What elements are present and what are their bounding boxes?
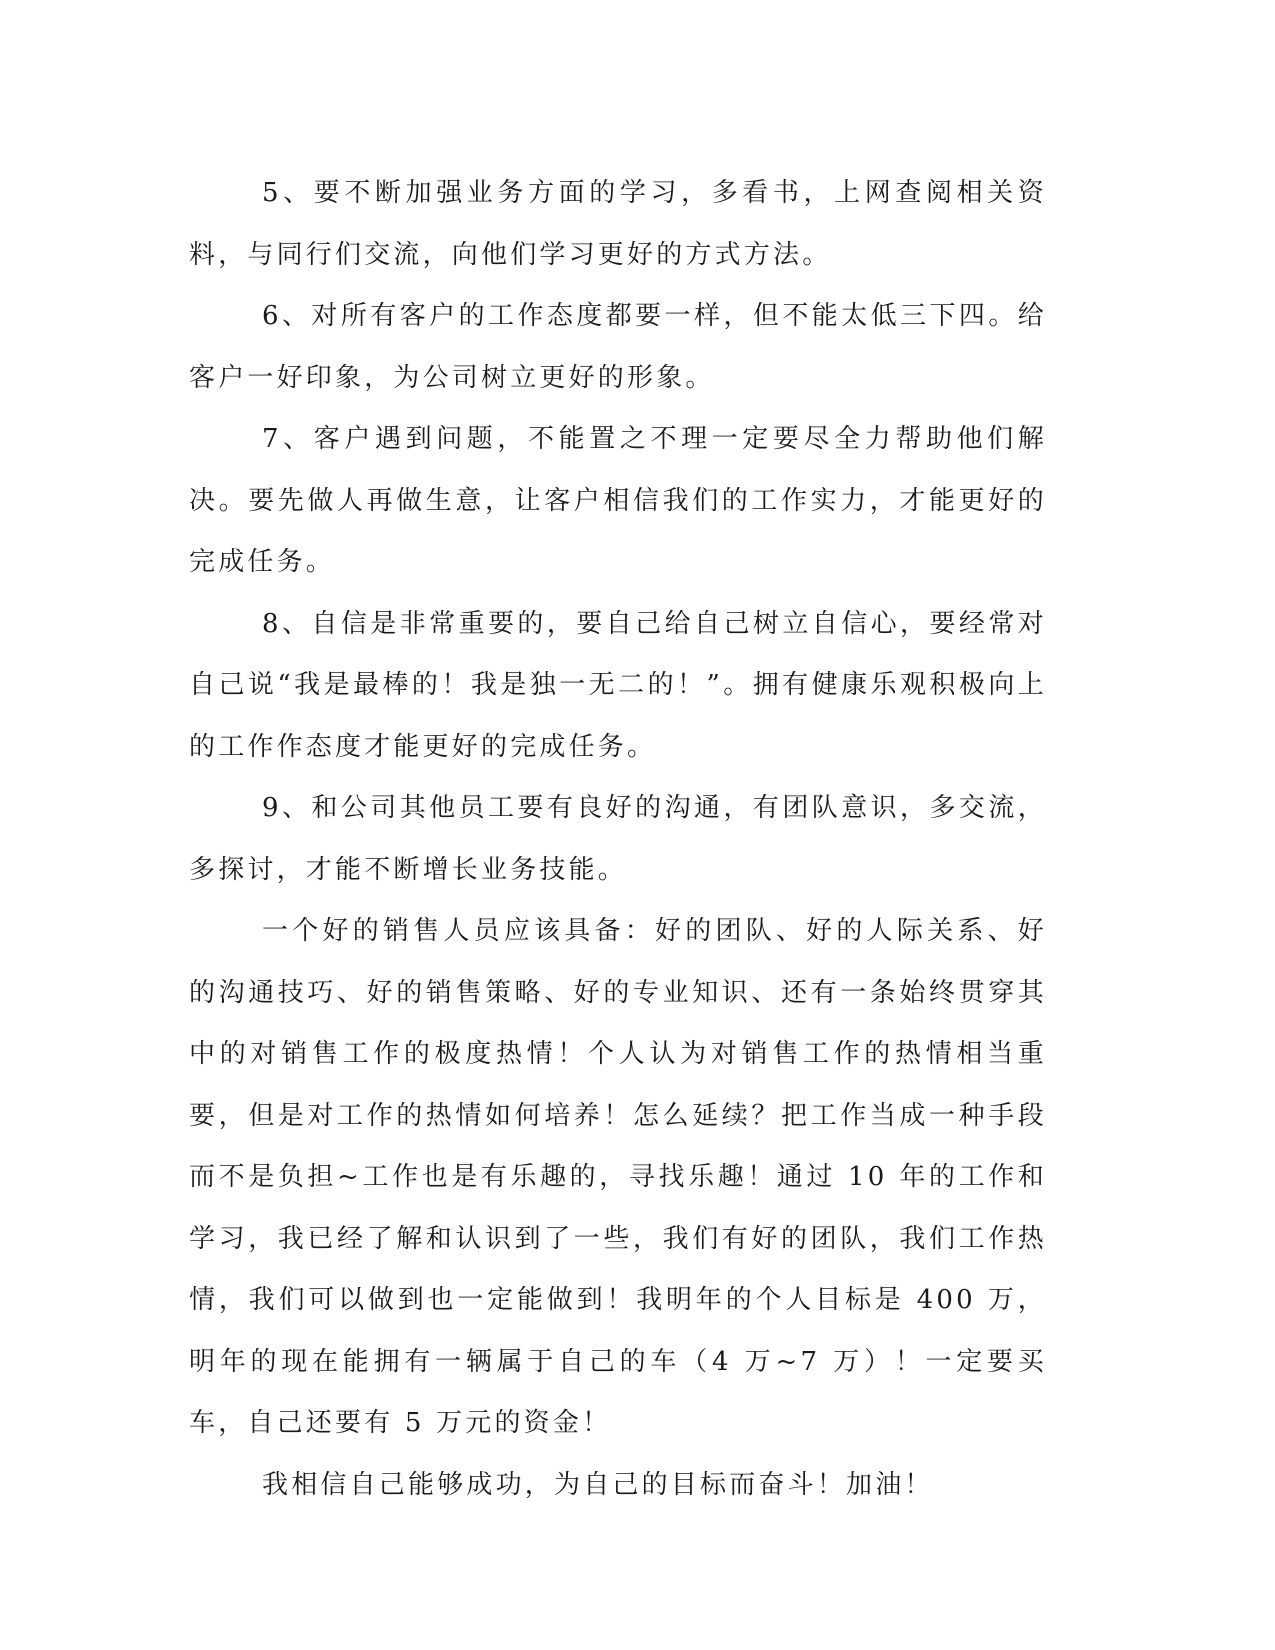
paragraph-item-5: 5、要不断加强业务方面的学习，多看书，上网查阅相关资料，与同行们交流，向他们学习更好的方式方法。 (189, 178, 1047, 270)
document-body (189, 163, 1047, 1516)
paragraph-item-9: 9、和公司其他员工要有良好的沟通，有团队意识，多交流，多探讨，才能不断增长业务技能。 (189, 793, 1047, 885)
paragraph-item-8: 8、自信是非常重要的，要自己给自己树立自信心，要经常对自己说“我是最棒的！我是独一无二的！”。拥有健康乐观积极向上的工作作态度才能更好的完成任务。 (189, 608, 1047, 762)
paragraph-item-7: 7、客户遇到问题，不能置之不理一定要尽全力帮助他们解决。要先做人再做生意，让客户相信我们的工作实力，才能更好的完成任务。 (189, 424, 1047, 577)
paragraph-closing: 我相信自己能够成功，为自己的目标而奋斗！加油！ (262, 1469, 934, 1500)
paragraph-sales-qualities: 一个好的销售人员应该具备：好的团队、好的人际关系、好的沟通技巧、好的销售策略、好的专业知识、还有一条始终贯穿其中的对销售工作的极度热情！个人认为对销售工作的热情相当重要，但是对工作的热情如何培养！怎么延续？把工作当成一种手段而不是负担~工作也是有乐趣的，寻找乐趣！通过 10 年的工作和学习，我已经了解和认识到了一些，我们有好的团队，我们工作热情，我们可以做到也一定能做到！我明年的个人目标是 400 万，明年的现在能拥有一辆属于自己的车（4 万~7 万）！一定要买车，自己还要有 5 万元的资金！ (189, 916, 1047, 1438)
paragraph-item-6: 6、对所有客户的工作态度都要一样，但不能太低三下四。给客户一好印象，为公司树立更好的形象。 (189, 301, 1047, 393)
